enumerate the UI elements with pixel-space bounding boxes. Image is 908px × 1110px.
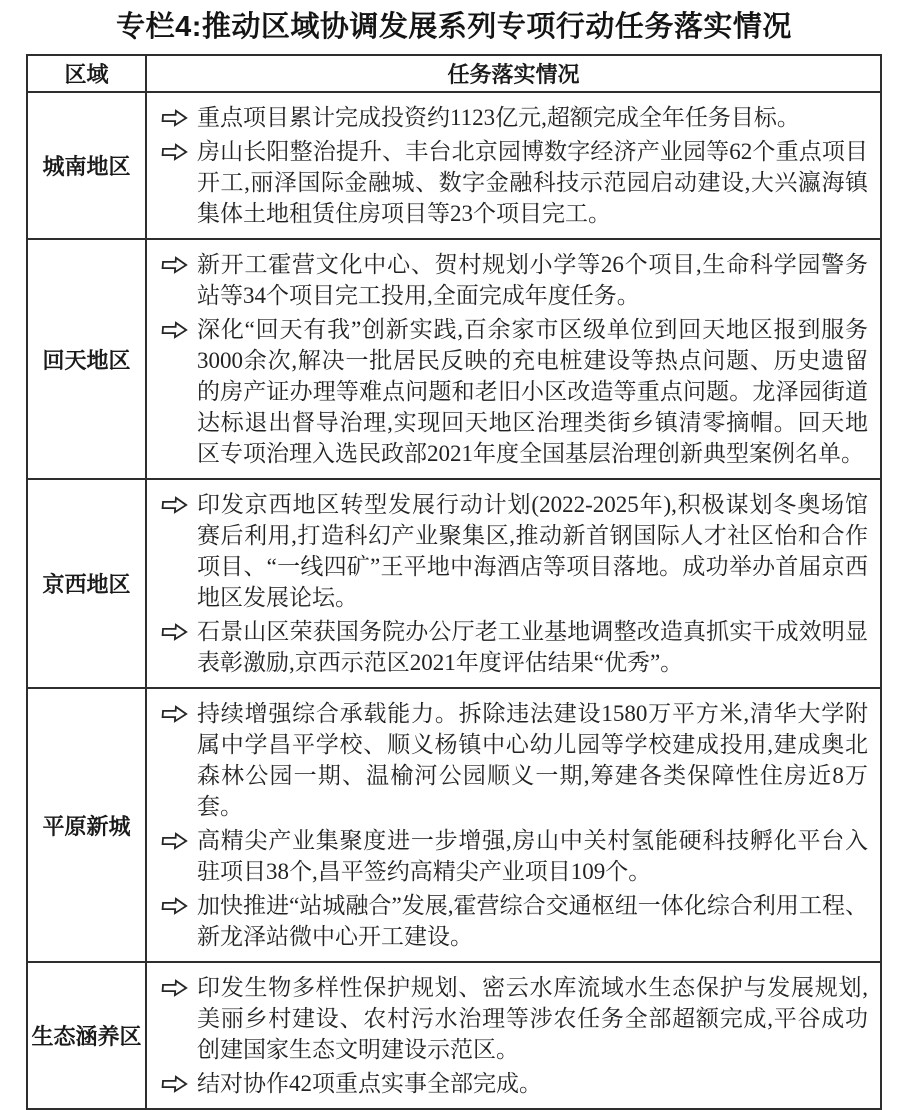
task-item-text: 结对协作42项重点实事全部完成。 — [197, 1071, 542, 1096]
task-item — [159, 616, 868, 678]
task-item — [159, 825, 868, 887]
table-body — [27, 92, 881, 1109]
table-row — [27, 239, 881, 479]
hollow-right-arrow-icon — [160, 704, 188, 724]
task-items-cell — [146, 479, 881, 688]
hollow-right-arrow-icon — [160, 1074, 188, 1094]
table-row — [27, 962, 881, 1109]
task-item-text: 房山长阳整治提升、丰台北京园博数字经济产业园等62个重点项目开工,丽泽国际金融城、数字金融科技示范园启动建设,大兴瀛海镇集体土地租赁住房项目等23个项目完工。 — [197, 139, 868, 226]
task-item — [159, 972, 868, 1065]
task-item-text: 印发京西地区转型发展行动计划(2022-2025年),积极谋划冬奥场馆赛后利用,打造科幻产业聚集区,推动新首钢国际人才社区怡和合作项目、“一线四矿”王平地中海酒店等项目落地。成功举办首届京西地区发展论坛。 — [197, 492, 868, 610]
region-label: 城南地区 — [27, 92, 146, 239]
table-row — [27, 688, 881, 962]
region-label: 京西地区 — [27, 479, 146, 688]
task-item-text: 印发生物多样性保护规划、密云水库流域水生态保护与发展规划,美丽乡村建设、农村污水治理等涉农任务全部超额完成,平谷成功创建国家生态文明建设示范区。 — [197, 975, 868, 1062]
task-item-text: 加快推进“站城融合”发展,霍营综合交通枢纽一体化综合利用工程、新龙泽站微中心开工建设。 — [197, 893, 868, 949]
task-items-cell — [146, 962, 881, 1109]
table-row — [27, 479, 881, 688]
table-header-row — [27, 55, 881, 92]
page-title: 专栏4:推动区域协调发展系列专项行动任务落实情况 — [116, 11, 792, 43]
task-item — [159, 489, 868, 613]
task-item — [159, 890, 868, 952]
hollow-right-arrow-icon — [160, 622, 188, 642]
task-items-cell — [146, 92, 881, 239]
hollow-right-arrow-icon — [160, 108, 188, 128]
task-items-cell — [146, 239, 881, 479]
task-item-text: 持续增强综合承载能力。拆除违法建设1580万平方米,清华大学附属中学昌平学校、顺义杨镇中心幼儿园等学校建成投用,建成奥北森林公园一期、温榆河公园顺义一期,筹建各类保障性住房近8万套。 — [197, 701, 868, 819]
task-item-text: 石景山区荣获国务院办公厅老工业基地调整改造真抓实干成效明显表彰激励,京西示范区2021年度评估结果“优秀”。 — [197, 619, 868, 675]
task-item — [159, 249, 868, 311]
column-header-status: 任务落实情况 — [146, 55, 881, 92]
task-items-cell — [146, 688, 881, 962]
task-item-text: 重点项目累计完成投资约1123亿元,超额完成全年任务目标。 — [197, 105, 800, 130]
task-item — [159, 1068, 868, 1099]
task-item-text: 深化“回天有我”创新实践,百余家市区级单位到回天地区报到服务3000余次,解决一批居民反映的充电桩建设等热点问题、历史遗留的房产证办理等难点问题和老旧小区改造等重点问题。龙泽园街道达标退出督导治理,实现回天地区治理类街乡镇清零摘帽。回天地区专项治理入选民政部2021年度全国基层治理创新典型案例名单。 — [197, 317, 868, 466]
task-item-text: 新开工霍营文化中心、贺村规划小学等26个项目,生命科学园警务站等34个项目完工投用,全面完成年度任务。 — [197, 252, 868, 308]
region-task-table — [26, 54, 882, 1110]
hollow-right-arrow-icon — [160, 896, 188, 916]
column-header-region: 区域 — [27, 55, 146, 92]
hollow-right-arrow-icon — [160, 142, 188, 162]
hollow-right-arrow-icon — [160, 831, 188, 851]
region-label: 平原新城 — [27, 688, 146, 962]
region-label: 生态涵养区 — [27, 962, 146, 1109]
task-item — [159, 698, 868, 822]
hollow-right-arrow-icon — [160, 978, 188, 998]
task-item — [159, 314, 868, 469]
task-item — [159, 136, 868, 229]
table-row — [27, 92, 881, 239]
region-label: 回天地区 — [27, 239, 146, 479]
hollow-right-arrow-icon — [160, 495, 188, 515]
hollow-right-arrow-icon — [160, 255, 188, 275]
hollow-right-arrow-icon — [160, 320, 188, 340]
task-item — [159, 102, 868, 133]
task-item-text: 高精尖产业集聚度进一步增强,房山中关村氢能硬科技孵化平台入驻项目38个,昌平签约高精尖产业项目109个。 — [197, 828, 868, 884]
